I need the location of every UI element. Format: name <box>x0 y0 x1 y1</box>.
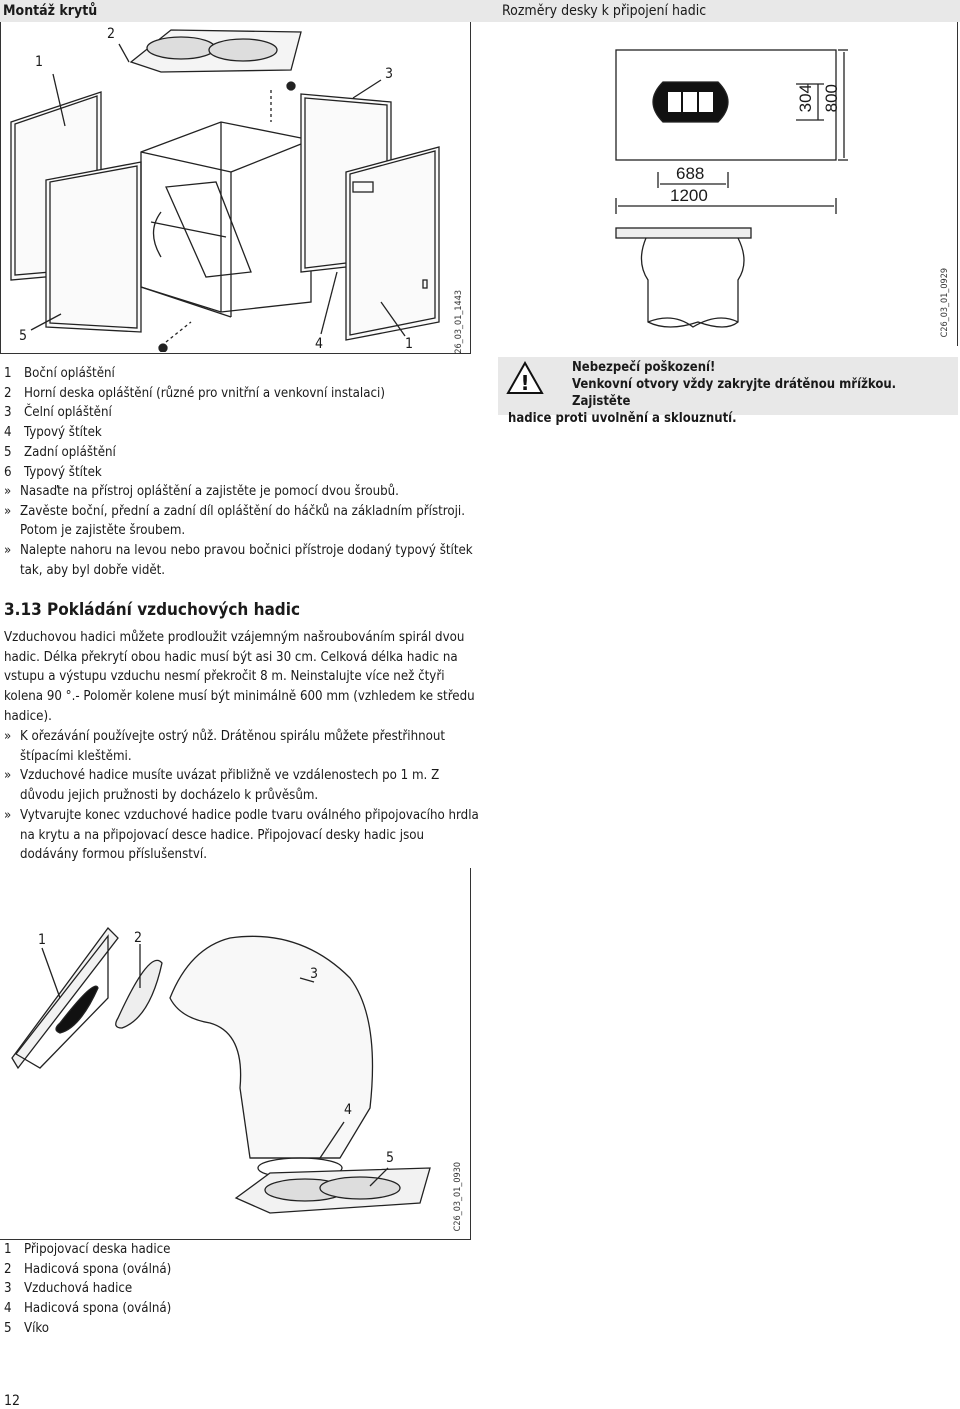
list-item: » Vzduchové hadice musíte uvázat přibližně ve vzdálenostech po 1 m. Z důvodu jejich pružnosti by docházelo k průvěsům. <box>4 768 440 804</box>
hose-connection-drawing <box>0 868 470 1240</box>
parts-legend <box>4 364 385 482</box>
list-item: 3 Vzduchová hadice <box>4 1281 133 1297</box>
list-item: 1 Boční opláštění <box>4 366 115 381</box>
hose-parts-legend <box>4 1240 171 1339</box>
callout-4: 4 <box>315 336 324 352</box>
svg-text:!: ! <box>520 371 530 395</box>
callout-2: 2 <box>107 26 116 42</box>
list-item: 4 Typový štítek <box>4 425 102 441</box>
cover-assembly-drawing <box>1 22 470 352</box>
list-item: » Nalepte nahoru na levou nebo pravou bočnici přístroje dodaný typový štítek tak, aby byl dobře vidět. <box>4 543 473 578</box>
figure-title-hose-plate: Rozměry desky k připojení hadic <box>498 0 960 22</box>
list-item: » Nasaďte na přístroj opláštění a zajistěte je pomocí dvou šroubů. <box>4 484 399 499</box>
callout-1b: 1 <box>405 336 414 352</box>
figure-hose-connection <box>0 868 471 1240</box>
callout-1: 1 <box>35 54 44 70</box>
figure-code: C26_03_01_0929 <box>940 268 950 338</box>
dim-inner-width: 688 <box>676 164 705 183</box>
callout-2: 2 <box>134 930 143 946</box>
figure-code: C26_03_01_0930 <box>453 1162 463 1232</box>
assembly-steps <box>4 482 484 581</box>
list-item: 2 Hadicová spona (oválná) <box>4 1261 172 1277</box>
section-heading: 3.13 Pokládání vzduchových hadic <box>4 600 301 620</box>
page-number: 12 <box>4 1393 21 1409</box>
warning-text-line1: Venkovní otvory vždy zakryjte drátěnou mřížkou. Zajistěte <box>572 377 897 409</box>
section-steps <box>4 727 484 865</box>
dim-outer-width: 1200 <box>670 186 708 205</box>
hose-plate-drawing <box>498 22 956 344</box>
list-item: 1 Připojovací deska hadice <box>4 1242 171 1257</box>
section-title: Montáž krytů <box>0 0 498 22</box>
warning-title: Nebezpečí poškození! <box>572 360 716 375</box>
list-item: 5 Zadní opláštění <box>4 444 116 460</box>
list-item: » Zavěste boční, přední a zadní díl opláštění do háčků na základním přístroji. Potom je zajistěte šroubem. <box>4 503 465 539</box>
callout-3: 3 <box>385 66 394 82</box>
list-item: 3 Čelní opláštění <box>4 405 112 421</box>
callout-5: 5 <box>386 1150 395 1166</box>
figure-cover-assembly <box>0 22 471 354</box>
list-item: 6 Typový štítek <box>4 464 102 480</box>
dim-inner-height: 304 <box>796 84 815 113</box>
warning-text-line2: hadice proti uvolnění a sklouznutí. <box>508 411 737 426</box>
dim-outer-height: 800 <box>822 84 841 113</box>
list-item: 5 Víko <box>4 1320 50 1336</box>
callout-5: 5 <box>19 328 28 344</box>
warning-triangle-icon <box>506 361 544 395</box>
callout-1: 1 <box>38 932 47 948</box>
callout-4: 4 <box>344 1102 353 1118</box>
list-item: 4 Hadicová spona (oválná) <box>4 1301 172 1317</box>
figure-code: 26_03_01_1443 <box>454 290 464 354</box>
callout-3: 3 <box>310 966 319 982</box>
section-paragraph: Vzduchovou hadici můžete prodloužit vzájemným našroubováním spirál dvou hadic. Délka překrytí obou hadic musí být asi 30 cm. Celková délka hadic na vstupu a výstupu vzduchu nesmí překročit 8 m. Neinstalujte více než čtyři kolena 90 °.- Poloměr kolene musí být minimálně 600 mm (vzhledem ke středu hadice). <box>4 630 475 724</box>
list-item: » K ořezávání používejte ostrý nůž. Drátěnou spirálu můžete přestřihnout štípacími kleštěmi. <box>4 729 446 764</box>
list-item: 2 Horní deska opláštění (různé pro vnitřní a venkovní instalaci) <box>4 385 385 401</box>
warning-box <box>498 357 958 426</box>
list-item: » Vytvarujte konec vzduchové hadice podle tvaru oválného připojovacího hrdla na krytu a na připojovací desce hadice. Připojovací desky hadic jsou dodávány formou příslušenství. <box>4 807 479 863</box>
figure-hose-plate-dimensions <box>498 22 958 346</box>
